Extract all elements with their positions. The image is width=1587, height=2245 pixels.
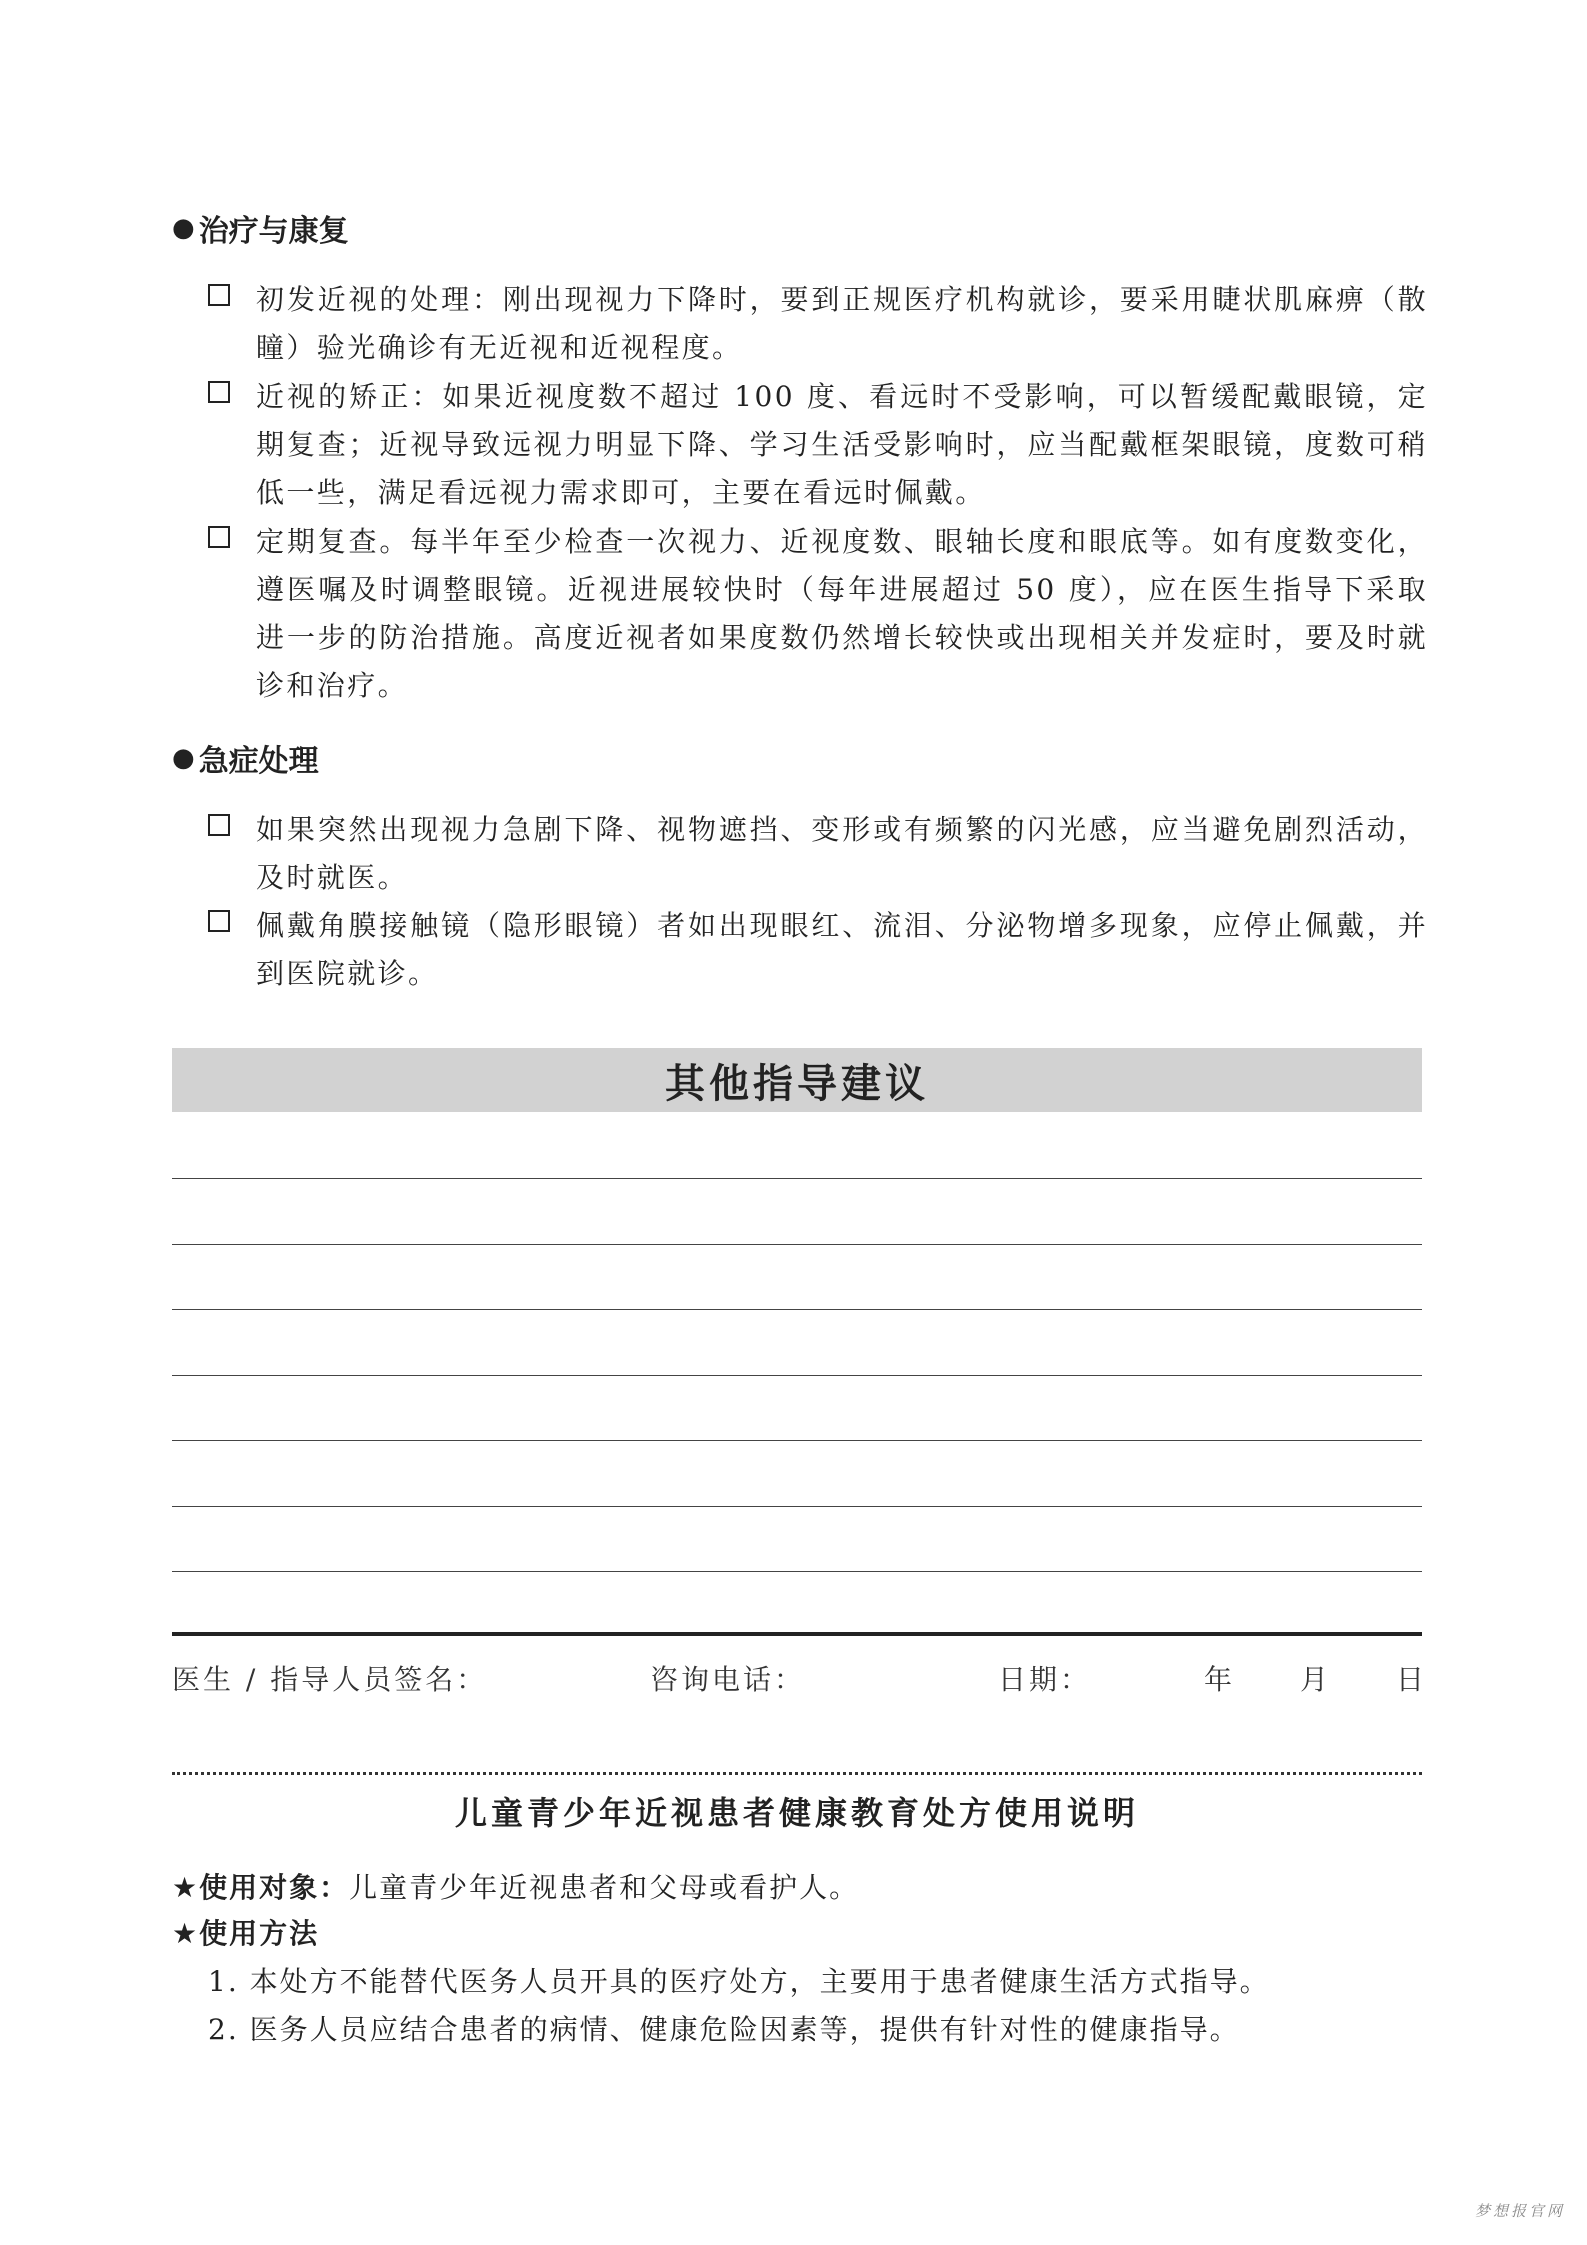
usage-method-label: ★使用方法 — [172, 1917, 320, 1950]
section-heading-emergency — [172, 736, 319, 780]
treatment-item-text: 近视的矫正：如果近视度数不超过 100 度、看远时不受影响，可以暂缓配戴眼镜，定期复查；近视导致远视力明显下降、学习生活受影响时，应当配戴框架眼镜，度数可稍低一些，满足看远视力需求即可，主要在看远时佩戴。 — [256, 380, 1428, 509]
emergency-item-text: 佩戴角膜接触镜（隐形眼镜）者如出现眼红、流泪、分泌物增多现象，应停止佩戴，并到医院就诊。 — [256, 909, 1428, 990]
watermark-text: 梦想报官网 — [1474, 2202, 1565, 2220]
bullet-icon: ● — [172, 743, 195, 773]
signature-row — [172, 1658, 1428, 1698]
treatment-item — [208, 276, 1428, 372]
usage-target-value: 儿童青少年近视患者和父母或看护人。 — [349, 1871, 860, 1904]
treatment-item-text: 定期复查。每半年至少检查一次视力、近视度数、眼轴长度和眼底等。如有度数变化，遵医嘱及时调整眼镜。近视进展较快时（每年进展超过 50 度），应在医生指导下采取进一步的防治措施。高度近视者如果度数仍然增长较快或出现相关并发症时，要及时就诊和治疗。 — [256, 525, 1428, 702]
writing-line[interactable] — [172, 1571, 1422, 1572]
date-label[interactable]: 日期： — [998, 1663, 1092, 1696]
treatment-item — [208, 518, 1428, 710]
other-advice-title: 其他指导建议 — [665, 1060, 929, 1107]
usage-method — [172, 1912, 319, 1952]
section-heading-text: 治疗与康复 — [198, 214, 349, 249]
emergency-item — [208, 902, 1428, 998]
checkbox[interactable] — [208, 910, 230, 932]
writing-line[interactable] — [172, 1244, 1422, 1245]
year-label: 年 — [1204, 1663, 1236, 1696]
usage-target — [172, 1866, 859, 1906]
dotted-divider — [172, 1772, 1422, 1775]
usage-target-label: ★使用对象： — [172, 1871, 350, 1904]
treatment-item-text: 初发近视的处理：刚出现视力下降时，要到正规医疗机构就诊，要采用睫状肌麻痹（散瞳）验光确诊有无近视和近视程度。 — [256, 283, 1428, 364]
other-advice-banner — [172, 1048, 1422, 1112]
method-item: 1. 本处方不能替代医务人员开具的医疗处方，主要用于患者健康生活方式指导。 — [208, 1965, 1270, 1998]
method-item: 2. 医务人员应结合患者的病情、健康危险因素等，提供有针对性的健康指导。 — [208, 2013, 1240, 2046]
writing-line[interactable] — [172, 1506, 1422, 1507]
writing-line[interactable] — [172, 1375, 1422, 1376]
day-label: 日 — [1396, 1663, 1428, 1696]
writing-line[interactable] — [172, 1178, 1422, 1179]
writing-line[interactable] — [172, 1309, 1422, 1310]
emergency-item — [208, 806, 1428, 902]
checkbox[interactable] — [208, 526, 230, 548]
writing-line[interactable] — [172, 1440, 1422, 1441]
month-label: 月 — [1300, 1663, 1332, 1696]
treatment-item — [208, 373, 1428, 517]
checkbox[interactable] — [208, 814, 230, 836]
checkbox[interactable] — [208, 284, 230, 306]
section-heading-text: 急症处理 — [198, 744, 319, 779]
phone-label[interactable]: 咨询电话： — [650, 1663, 806, 1696]
instructions-title: 儿童青少年近视患者健康教育处方使用说明 — [454, 1794, 1139, 1832]
emergency-item-text: 如果突然出现视力急剧下降、视物遮挡、变形或有频繁的闪光感，应当避免剧烈活动，及时就医。 — [256, 813, 1428, 894]
checkbox[interactable] — [208, 381, 230, 403]
bullet-icon: ● — [172, 213, 195, 243]
section-heading-treatment — [172, 206, 349, 250]
doctor-signature-label[interactable]: 医生 / 指导人员签名： — [172, 1663, 488, 1696]
divider-thick — [172, 1632, 1422, 1636]
